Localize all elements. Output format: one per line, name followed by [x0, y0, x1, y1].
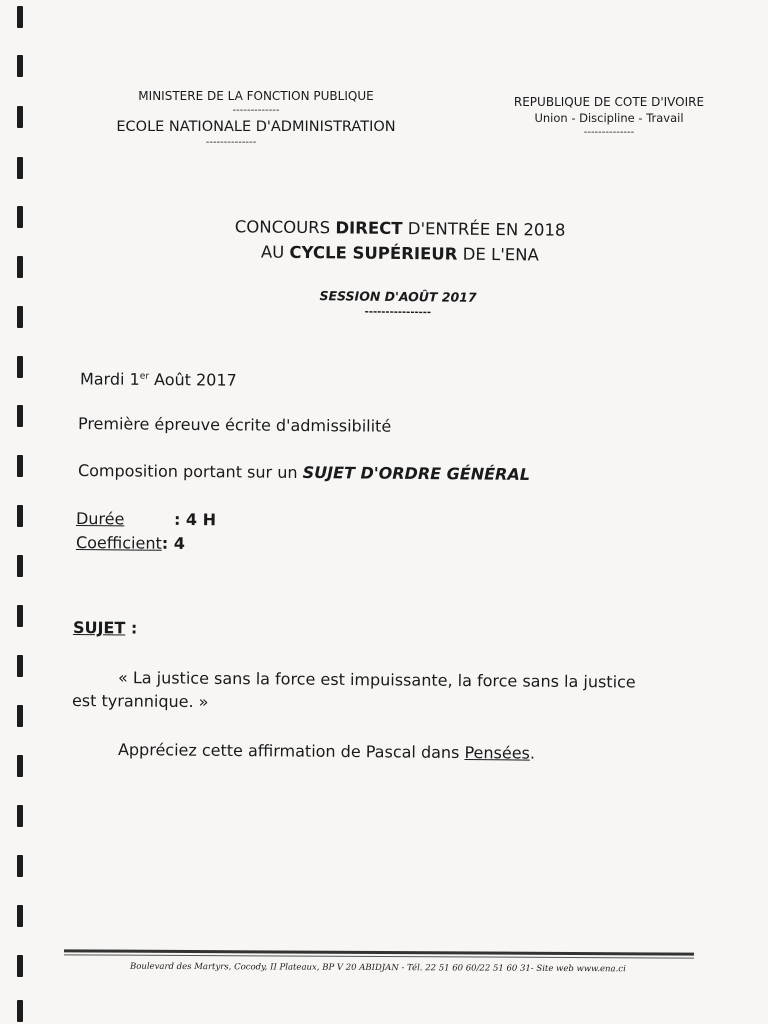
binder-hole [17, 605, 23, 627]
binder-hole [17, 106, 23, 128]
binder-hole [17, 306, 23, 328]
binder-hole [17, 55, 23, 77]
composition-label: Composition portant sur un SUJET D'ORDRE GÉNÉRAL [77, 461, 531, 484]
coefficient-label: Coefficient [75, 533, 162, 553]
coefficient-value: : 4 [161, 533, 185, 553]
binder-hole [17, 455, 23, 477]
binder-hole [17, 6, 23, 28]
separator: -------------- [205, 137, 257, 148]
binder-hole [17, 356, 23, 378]
binder-hole [17, 705, 23, 727]
title-line-2: AU CYCLE SUPÉRIEUR DE L'ENA [260, 242, 539, 265]
footer-address: Boulevard des Martyrs, Cocody, II Plateaux, BP V 20 ABIDJAN - Tél. 22 51 60 60/22 51 60 31- Site web www.ena.ci [129, 961, 626, 975]
binder-holes [17, 0, 27, 1024]
binder-hole [17, 655, 23, 677]
quote-line-1: « La justice sans la force est impuissante, la force sans la justice [117, 668, 636, 692]
binder-hole [17, 955, 23, 977]
separator: ---------------- [364, 306, 432, 319]
ministry-name: MINISTERE DE LA FONCTION PUBLIQUE [138, 89, 374, 103]
binder-hole [17, 505, 23, 527]
epreuve-label: Première épreuve écrite d'admissibilité [77, 414, 392, 436]
title-line-1: CONCOURS DIRECT D'ENTRÉE EN 2018 [234, 217, 566, 240]
exam-title [180, 214, 620, 269]
school-name: ECOLE NATIONALE D'ADMINISTRATION [116, 119, 396, 135]
exam-date: Mardi 1er Août 2017 [79, 369, 237, 390]
binder-hole [17, 905, 23, 927]
duree-label: Durée [75, 509, 125, 529]
binder-hole [17, 206, 23, 228]
binder-hole [17, 157, 23, 179]
binder-hole [17, 555, 23, 577]
binder-hole [17, 256, 23, 278]
binder-hole [17, 405, 23, 427]
header-left [86, 88, 426, 148]
binder-hole [17, 855, 23, 877]
binder-hole [17, 805, 23, 827]
session-label: SESSION D'AOÛT 2017 ---------------- [300, 288, 496, 319]
separator: -------------- [583, 127, 635, 138]
quote-line-2: est tyrannique. » [71, 691, 209, 712]
sujet-heading: SUJET : [72, 618, 138, 638]
instruction: Appréciez cette affirmation de Pascal dans Pensées. [117, 740, 536, 763]
binder-hole [17, 1000, 23, 1022]
binder-hole [17, 755, 23, 777]
header-right [496, 94, 722, 138]
duree-row [76, 509, 216, 530]
country-motto: Union - Discipline - Travail [534, 111, 684, 125]
coefficient-row [76, 533, 185, 554]
duree-value: : 4 H [173, 509, 217, 530]
separator: ------------- [232, 105, 280, 116]
country-name: REPUBLIQUE DE COTE D'IVOIRE [513, 95, 705, 109]
